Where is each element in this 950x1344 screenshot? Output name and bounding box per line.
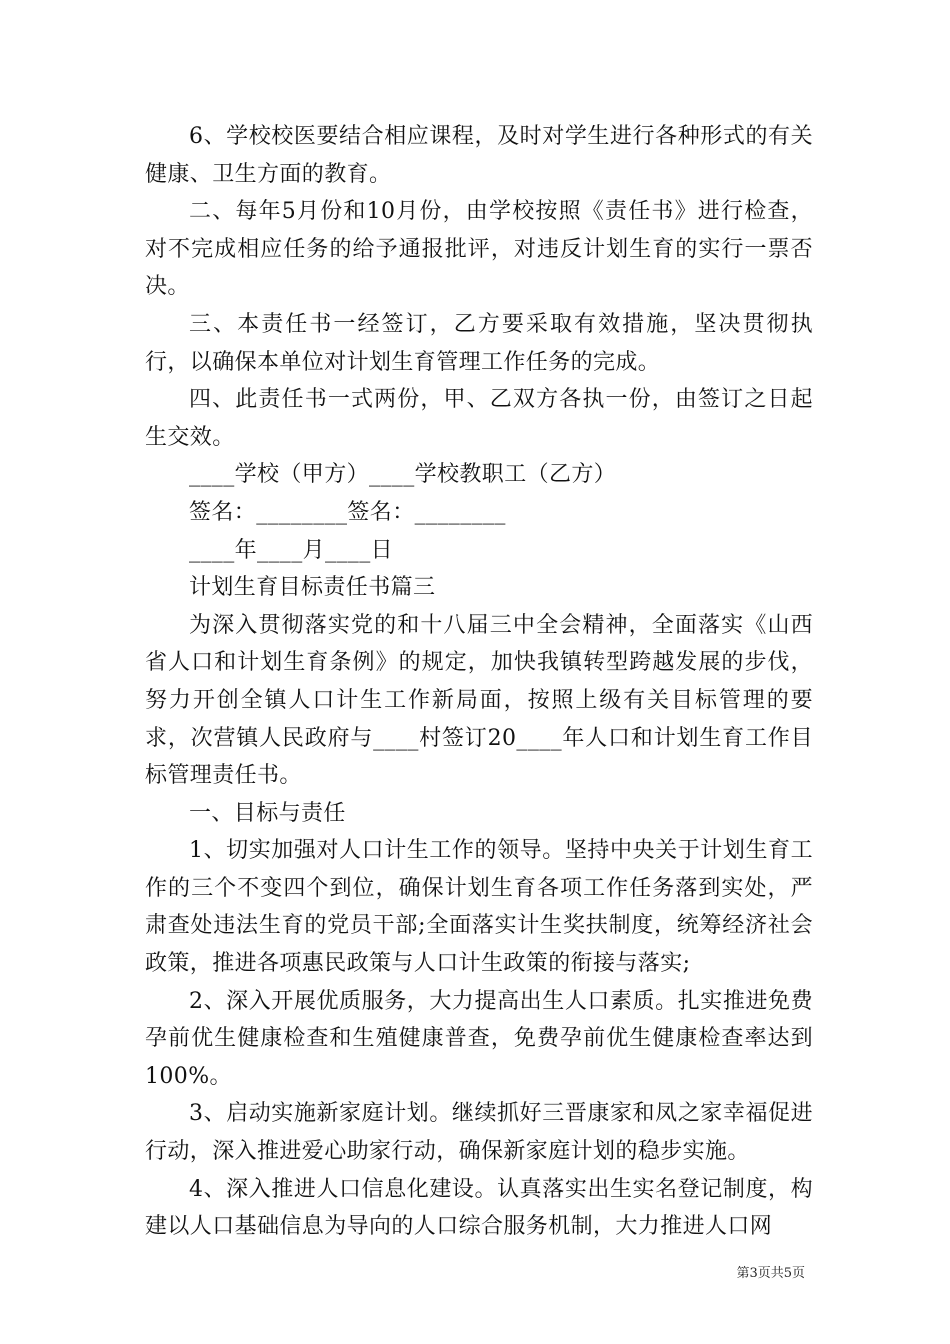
signature-date-line: ____年____月____日 <box>189 537 394 563</box>
paragraph-goal-4: 4、深入推进人口信息化建设。认真落实出生实名登记制度，构建以人口基础信息为导向的人口综合服务机制，大力推进人口网 <box>145 1176 813 1240</box>
page-number-footer: 第3页共5页 <box>736 1266 805 1281</box>
paragraph-intro: 为深入贯彻落实党的和十八届三中全会精神，全面落实《山西省人口和计划生育条例》的规定，加快我镇转型跨越发展的步伐，努力开创全镇人口计生工作新局面，按照上级有关目标管理的要求，次营镇人民政府与____村签订20____年人口和计划生育工作目标管理责任书。 <box>145 612 813 789</box>
paragraph-section-2: 二、每年5月份和10月份，由学校按照《责任书》进行检查，对不完成相应任务的给予通报批评，对违反计划生育的实行一票否决。 <box>145 199 813 300</box>
document-body <box>145 118 813 1246</box>
section-heading: 计划生育目标责任书篇三 <box>189 575 436 601</box>
signature-parties-line: ____学校（甲方）____学校教职工（乙方） <box>189 462 617 488</box>
paragraph-goal-2: 2、深入开展优质服务，大力提高出生人口素质。扎实推进免费孕前优生健康检查和生殖健康普查，免费孕前优生健康检查率达到100%。 <box>145 988 813 1089</box>
subheading-goals: 一、目标与责任 <box>189 800 346 826</box>
paragraph-goal-1: 1、切实加强对人口计生工作的领导。坚持中央关于计划生育工作的三个不变四个到位，确保计划生育各项工作任务落到实处，严肃查处违法生育的党员干部;全面落实计生奖扶制度，统筹经济社会政策，推进各项惠民政策与人口计生政策的衔接与落实; <box>145 838 813 977</box>
paragraph-section-3: 三、本责任书一经签订，乙方要采取有效措施，坚决贯彻执行，以确保本单位对计划生育管理工作任务的完成。 <box>145 311 813 375</box>
paragraph-item-6: 6、学校校医要结合相应课程，及时对学生进行各种形式的有关健康、卫生方面的教育。 <box>145 124 813 187</box>
paragraph-section-4: 四、此责任书一式两份，甲、乙双方各执一份，由签订之日起生交效。 <box>145 387 813 450</box>
paragraph-goal-3: 3、启动实施新家庭计划。继续抓好三晋康家和凤之家幸福促进行动，深入推进爱心助家行动，确保新家庭计划的稳步实施。 <box>145 1101 813 1165</box>
signature-names-line: 签名：________签名：________ <box>189 499 506 525</box>
